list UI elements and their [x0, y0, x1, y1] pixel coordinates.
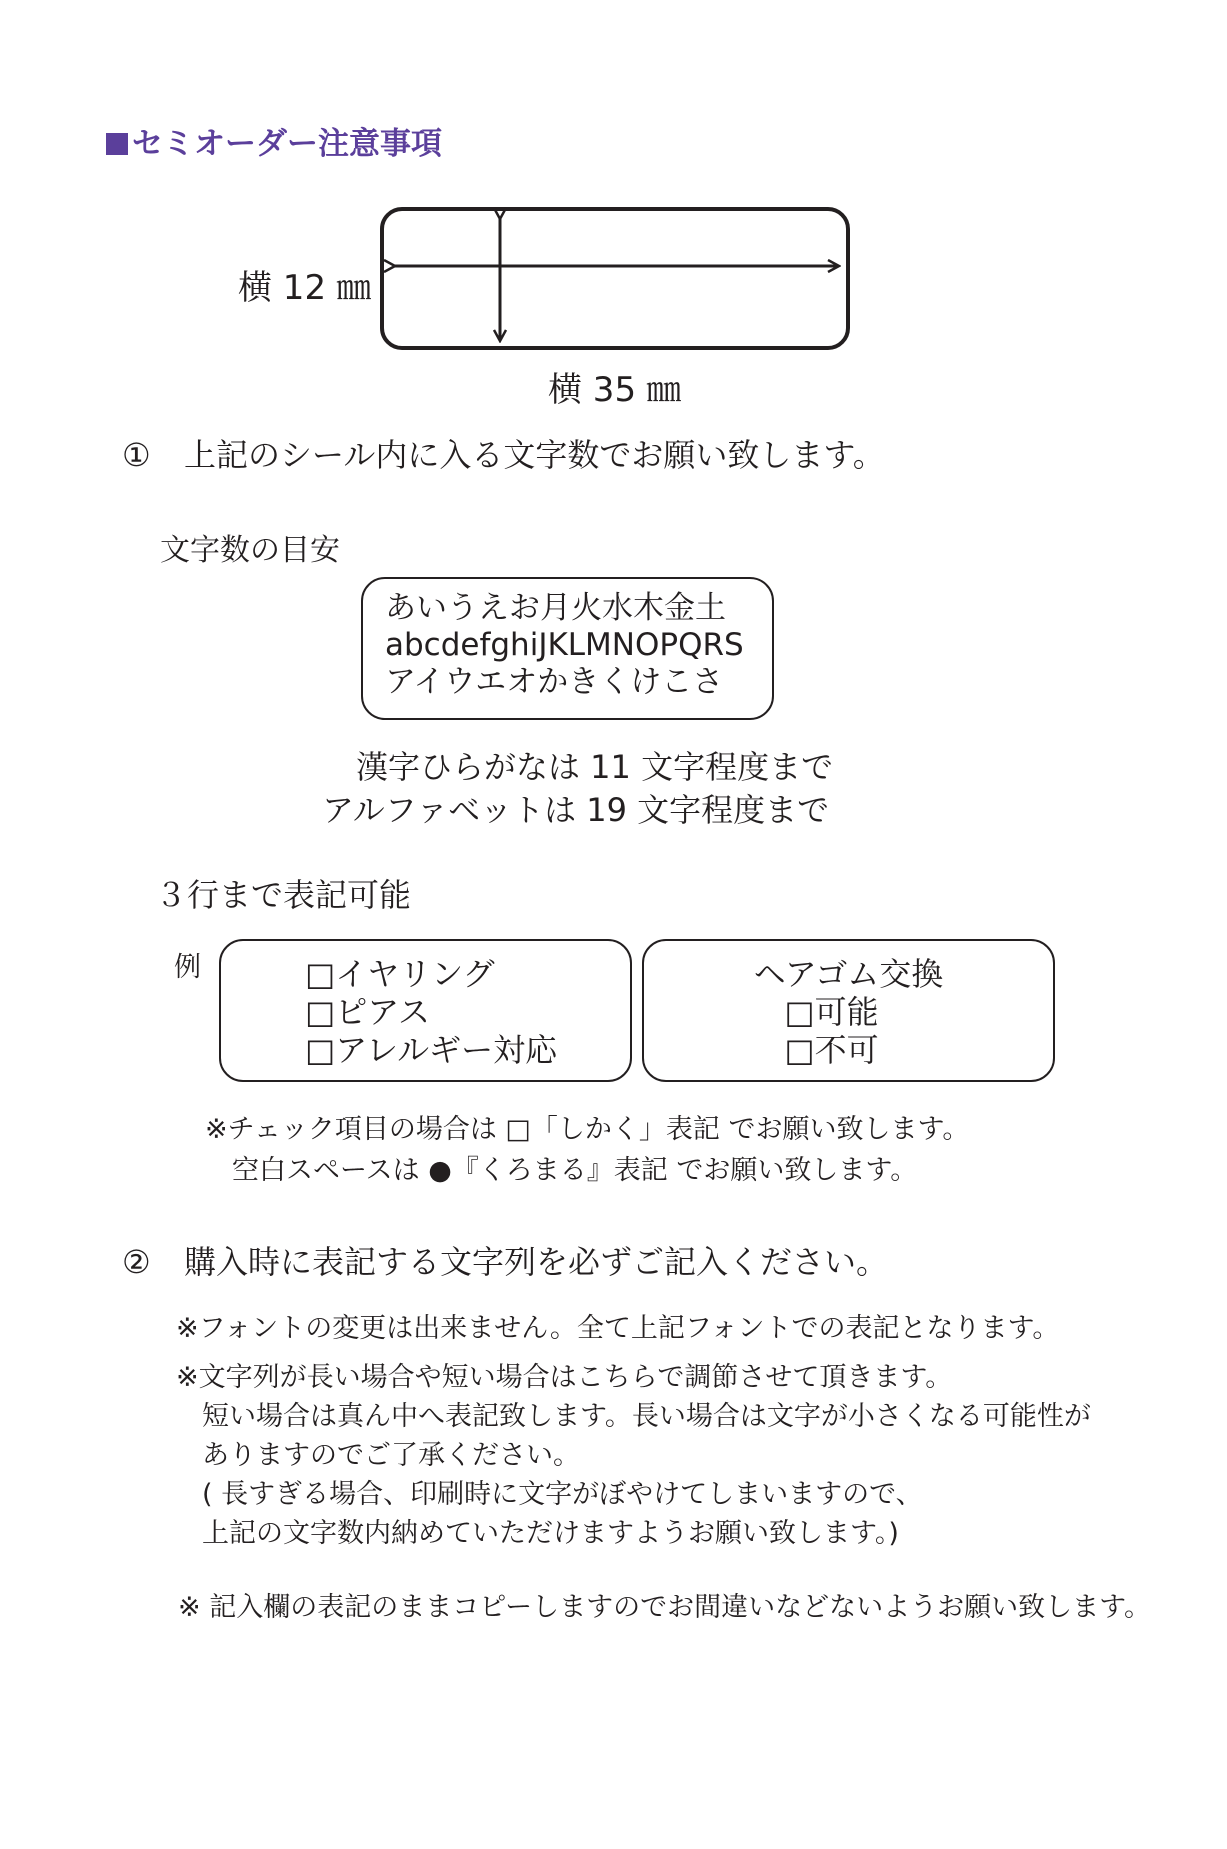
- example-label: 例: [174, 952, 201, 983]
- item-1-marker: ①: [122, 436, 151, 474]
- adjust-note-line: ( 長すぎる場合、印刷時に文字がぼやけてしまいますので、: [202, 1479, 923, 1510]
- item-2-marker: ②: [122, 1243, 151, 1281]
- width-label: 横 35 ㎜: [548, 370, 681, 410]
- page-title: セミオーダー注意事項: [106, 118, 442, 163]
- item-1: [122, 430, 885, 476]
- sticker-dimension-diagram: [0, 0, 1227, 420]
- adjust-note-line: 上記の文字数内納めていただけますようお願い致します。): [202, 1518, 899, 1549]
- height-label: 横 12 ㎜: [238, 268, 371, 308]
- check-note: ※チェック項目の場合は □「しかく」表記 でお願い致します。: [205, 1114, 970, 1145]
- example-line: □イヤリング: [305, 955, 495, 993]
- sample-line: アイウエオかきくけこさ: [385, 664, 724, 700]
- sticker-outline: [382, 209, 848, 348]
- item-1-text: 上記のシール内に入る文字数でお願い致します。: [184, 436, 885, 474]
- font-note: ※フォントの変更は出来ません。全て上記フォントでの表記となります。: [176, 1313, 1060, 1344]
- adjust-note-line: ありますのでご了承ください。: [202, 1440, 580, 1471]
- alphabet-limit-note: アルファベットは 19 文字程度まで: [322, 791, 830, 829]
- char-sample-box: [361, 577, 774, 720]
- example-right-title: ヘアゴム交換: [753, 955, 944, 993]
- copy-note: ※ 記入欄の表記のままコピーしますのでお間違いなどないようお願い致します。: [178, 1592, 1151, 1623]
- example-option: □可能: [784, 993, 879, 1031]
- item-2-text: 購入時に表記する文字列を必ずご記入ください。: [184, 1243, 889, 1281]
- blank-note: 空白スペースは ●『くろまる』表記 でお願い致します。: [232, 1155, 918, 1186]
- item-2: [122, 1237, 888, 1283]
- adjust-note-line: 短い場合は真ん中へ表記致します。長い場合は文字が小さくなる可能性が: [202, 1401, 1091, 1432]
- example-line: □ピアス: [305, 993, 430, 1031]
- max-lines-note: ３行まで表記可能: [155, 876, 412, 914]
- example-right-box: [642, 939, 1055, 1082]
- sample-line: abcdefghiJKLMNOPQRS: [385, 627, 744, 663]
- sample-line: あいうえお月火水木金土: [385, 590, 726, 626]
- kanji-limit-note: 漢字ひらがなは 11 文字程度まで: [356, 748, 834, 786]
- char-guide-heading: 文字数の目安: [160, 533, 340, 568]
- adjust-note-line: ※文字列が長い場合や短い場合はこちらで調節させて頂きます。: [176, 1362, 953, 1393]
- example-left-box: [219, 939, 632, 1082]
- example-line: □アレルギー対応: [305, 1031, 558, 1069]
- example-option: □不可: [784, 1031, 879, 1069]
